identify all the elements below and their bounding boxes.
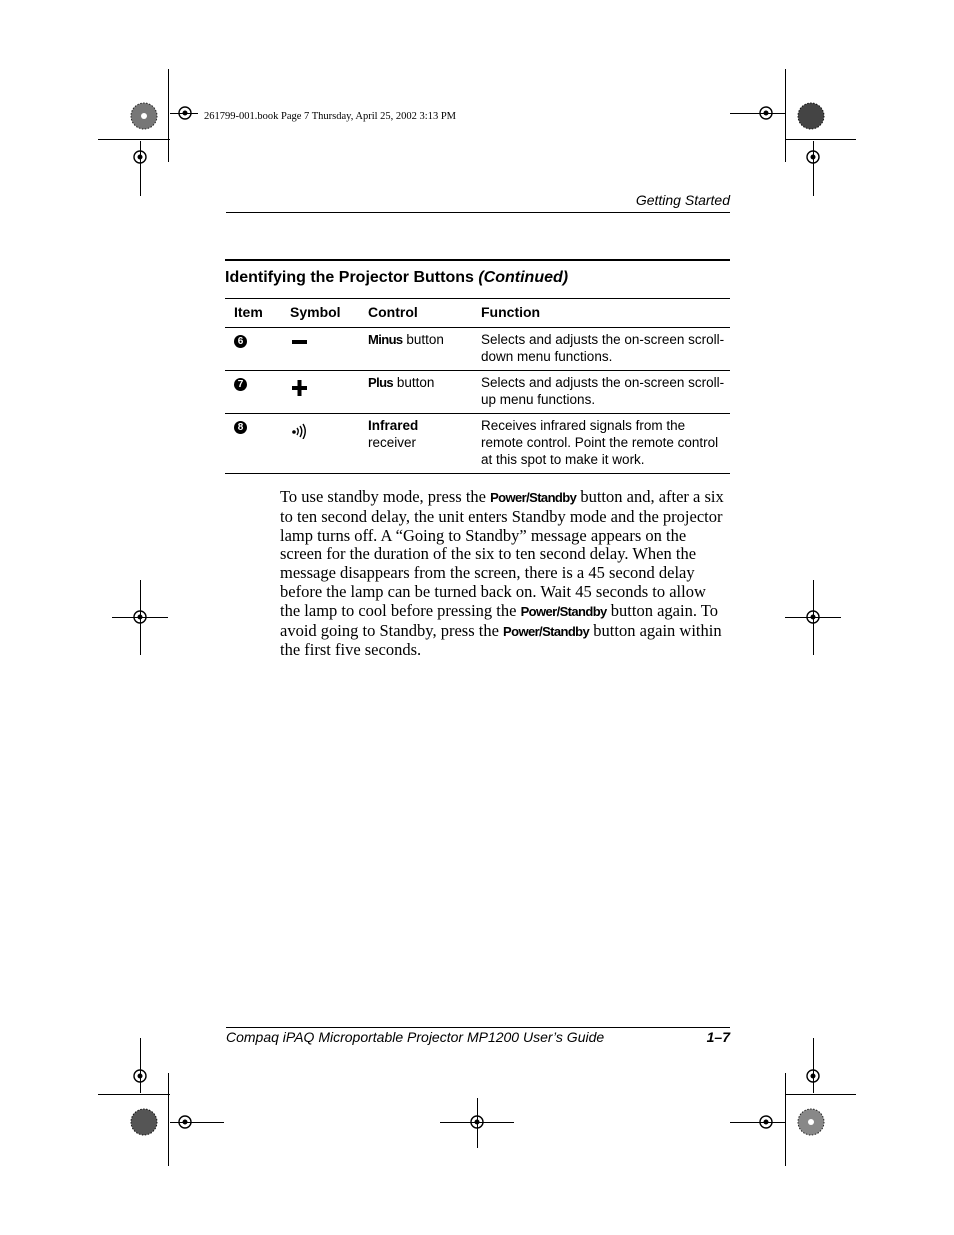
footer-title: Compaq iPAQ Microportable Projector MP1200 User’s Guide — [226, 1029, 605, 1045]
paragraph-text: To use standby mode, press the — [280, 487, 491, 506]
table-title-suffix: (Continued) — [478, 269, 569, 286]
plus-icon — [290, 378, 310, 398]
registration-target-icon — [132, 609, 148, 625]
table-row — [225, 371, 730, 414]
paragraph-text: button again within the first five seconds. — [280, 620, 722, 660]
function-text: Selects and adjusts the on-screen scroll-down menu functions. — [481, 328, 730, 371]
buttons-table-section — [225, 259, 730, 474]
column-header-item: Item — [225, 299, 290, 328]
control-suffix: button — [393, 375, 435, 390]
crop-line — [168, 1073, 169, 1166]
item-number-badge: 7 — [234, 378, 247, 391]
table-title — [225, 269, 730, 298]
page-number: 1–7 — [706, 1029, 730, 1045]
header-rule — [226, 212, 730, 213]
crop-line — [785, 139, 856, 140]
table-row — [225, 328, 730, 371]
crop-line — [785, 1073, 786, 1166]
color-dial-icon — [797, 102, 825, 130]
crop-line — [98, 1094, 170, 1095]
crop-line — [168, 69, 169, 162]
table-top-rule — [225, 259, 730, 261]
color-dial-icon — [797, 1108, 825, 1136]
item-number-badge: 8 — [234, 421, 247, 434]
registration-target-icon — [469, 1114, 485, 1130]
paragraph-text: button again. To avoid going to Standby, press the — [280, 600, 718, 640]
standby-paragraph — [280, 488, 730, 660]
function-text: Receives infrared signals from the remote control. Point the remote control at this spot to make it work. — [481, 414, 730, 474]
item-number-badge: 6 — [234, 335, 247, 348]
footer-rule — [226, 1027, 730, 1028]
crop-line — [140, 1038, 141, 1093]
table-row — [225, 414, 730, 474]
control-suffix: button — [402, 332, 444, 347]
control-suffix: receiver — [368, 435, 417, 450]
infrared-icon — [290, 421, 310, 439]
crop-line — [813, 1038, 814, 1093]
registration-target-icon — [177, 105, 193, 121]
column-header-control: Control — [368, 299, 481, 328]
registration-target-icon — [132, 149, 148, 165]
power-standby-key-label: Power/Standby — [490, 490, 577, 505]
power-standby-key-label: Power/Standby — [503, 623, 590, 639]
table-title-text: Identifying the Projector Buttons — [225, 269, 474, 286]
registration-target-icon — [758, 1114, 774, 1130]
color-dial-icon — [130, 1108, 158, 1136]
control-name: Minus — [368, 332, 403, 347]
table-header-row — [225, 299, 730, 328]
crop-line — [785, 1094, 856, 1095]
paragraph-text: button and, after a six to ten second delay, the unit enters Standby mode and the projector lamp turns off. A “Going to Standby” message appears on the screen for the duration of the six to ten second delay. When the message disappears from the screen, there is a 45 second delay before the lamp can be turned back on. Wait 45 seconds to allow the lamp to cool before pressing the — [280, 487, 724, 620]
registration-target-icon — [805, 149, 821, 165]
control-name: Infrared — [368, 418, 419, 433]
print-info: 261799-001.book Page 7 Thursday, April 25, 2002 3:13 PM — [204, 111, 456, 122]
registration-target-icon — [132, 1068, 148, 1084]
registration-target-icon — [805, 609, 821, 625]
crop-line — [98, 139, 170, 140]
running-header: Getting Started — [635, 192, 730, 208]
registration-target-icon — [805, 1068, 821, 1084]
buttons-table — [225, 298, 730, 474]
column-header-symbol: Symbol — [290, 299, 368, 328]
registration-target-icon — [177, 1114, 193, 1130]
crop-line — [785, 69, 786, 162]
function-text: Selects and adjusts the on-screen scroll-up menu functions. — [481, 371, 730, 414]
control-name: Plus — [368, 375, 394, 390]
power-standby-key-label: Power/Standby — [520, 603, 607, 619]
registration-target-icon — [758, 105, 774, 121]
column-header-function: Function — [481, 299, 730, 328]
color-dial-icon — [130, 102, 158, 130]
minus-icon — [290, 335, 310, 349]
